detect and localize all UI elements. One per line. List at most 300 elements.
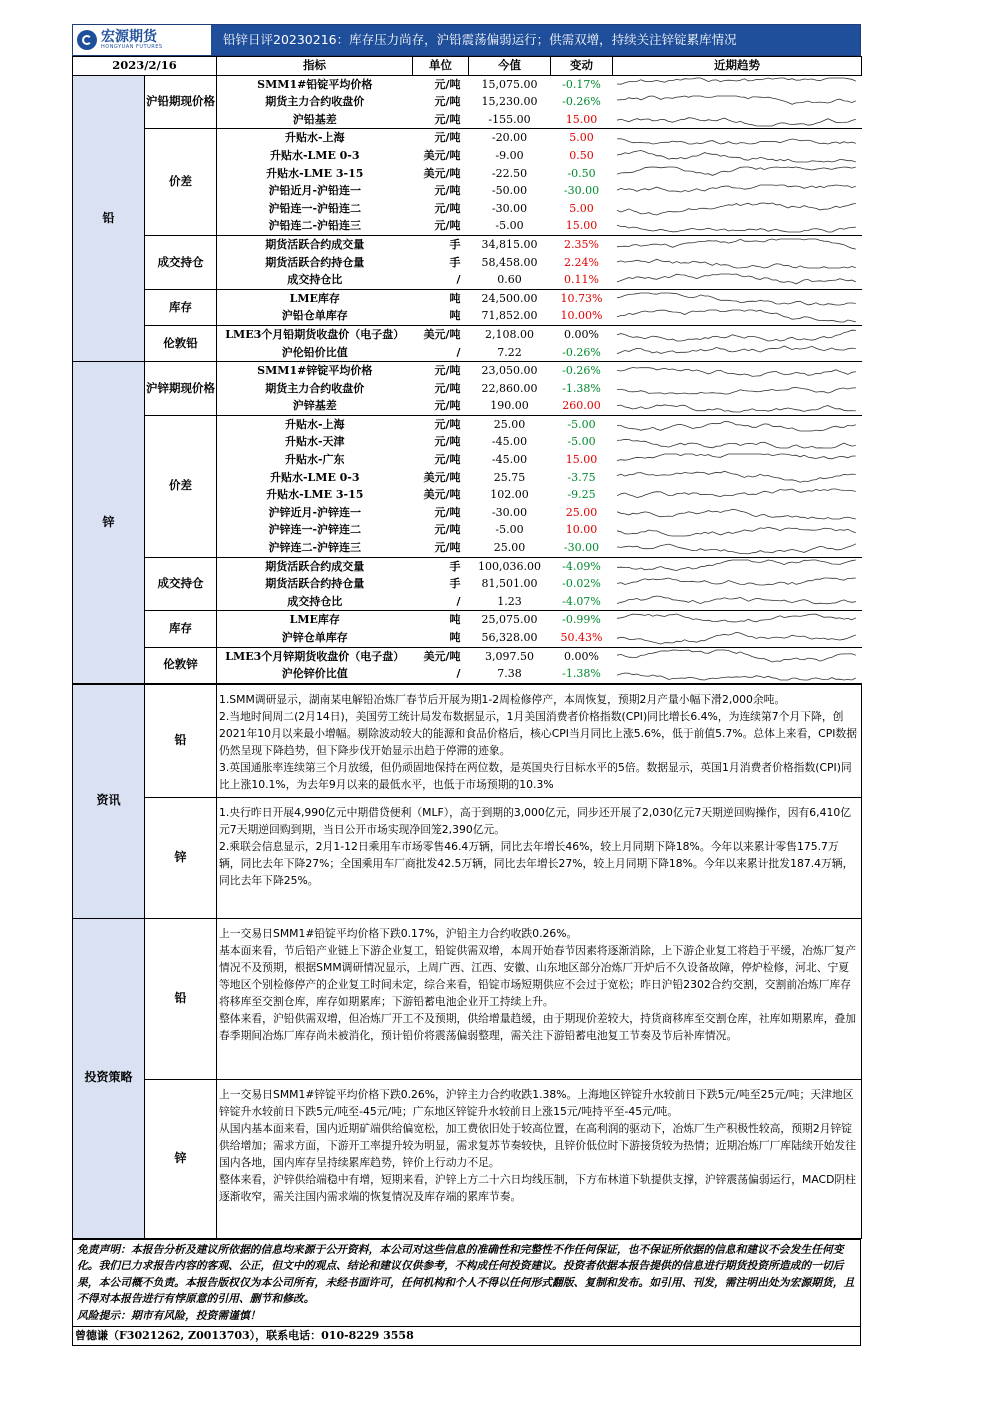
value-cell: 100,036.00	[478, 559, 541, 573]
unit-cell: /	[413, 271, 469, 289]
unit-cell: 元/吨	[434, 417, 461, 431]
change-cell: 0.00%	[564, 649, 599, 663]
commentary-paragraph: 整体来看，沪锌供给端稳中有增，短期来看，沪锌上方二十六日均线压制，下方布林道下轨提供支撑，沪锌震荡偏弱运行，MACD阴柱逐渐收窄，需关注国内需求端的恢复情况及库存端的累库节奏。	[219, 1172, 856, 1203]
value-cell: 23,050.00	[481, 364, 538, 378]
sparkline-line	[617, 274, 856, 284]
sparkline-cell	[613, 665, 862, 683]
indicator-name: 成交持仓比	[217, 271, 413, 289]
value-cell: 22,860.00	[481, 381, 538, 395]
indicator-name: LME3个月铅期货收盘价（电子盘）	[225, 327, 405, 341]
col-header-trend: 近期趋势	[613, 57, 862, 76]
metal-label: 铅	[145, 918, 217, 1079]
sparkline-chart	[613, 291, 860, 307]
sparkline-chart	[613, 130, 860, 146]
sparkline-line	[617, 96, 856, 104]
sparkline-cell	[613, 271, 862, 289]
indicator-group: 沪铅期现价格	[145, 75, 217, 129]
sparkline-chart	[613, 76, 860, 92]
change-cell: -4.07%	[551, 593, 613, 611]
sparkline-line	[617, 330, 856, 341]
sparkline-chart	[613, 612, 860, 628]
change-cell: -30.00	[563, 184, 600, 198]
value-cell: 7.38	[469, 665, 551, 683]
commentary-text	[217, 918, 862, 1079]
unit-cell: 元/吨	[434, 364, 461, 378]
sparkline-line	[617, 78, 856, 84]
unit-cell: 手	[449, 559, 461, 573]
sparkline-chart	[613, 540, 860, 556]
col-header-unit: 单位	[413, 57, 469, 76]
change-cell: 5.00	[569, 201, 594, 215]
news-section-row	[73, 684, 862, 797]
table-row	[73, 415, 862, 433]
unit-cell: 美元/吨	[423, 488, 461, 502]
change-cell: -5.00	[567, 435, 596, 449]
commentary-paragraph: 2.当地时间周二(2月14日)，美国劳工统计局发布数据显示，1月美国消费者价格指数(CPI)同比增长6.4%，为连续第7个月下降，创2021年10月以来最小增幅。剔除波动较大的能源和食品价格后，核心CPI当月同比上涨5.6%，低于前值5.7%。总体上来看，CPI数据仍然呈现下降趋势，但下降步伐开始显示出趋于停滞的迹象。	[219, 709, 857, 757]
unit-cell: 元/吨	[434, 95, 461, 109]
sparkline-line	[617, 293, 856, 305]
metal-label: 铅	[145, 684, 217, 797]
change-cell: 10.00	[565, 523, 598, 537]
unit-cell: 元/吨	[413, 397, 469, 415]
indicator-name: SMM1#铅锭平均价格	[257, 77, 373, 91]
col-header-indicator: 指标	[217, 57, 413, 76]
value-cell: 25.00	[493, 417, 526, 431]
col-header-today: 今值	[469, 57, 551, 76]
indicator-name: LME3个月锌期货收盘价（电子盘）	[225, 649, 405, 663]
sparkline-chart	[613, 505, 860, 521]
unit-cell: 吨	[413, 307, 469, 325]
footer-table	[72, 1239, 861, 1347]
commentary-text	[217, 797, 862, 918]
strategy-section-row	[73, 1079, 862, 1238]
unit-cell: 元/吨	[434, 505, 461, 519]
report-date: 2023/2/16	[73, 57, 217, 76]
table-row	[73, 75, 862, 93]
change-cell: -9.25	[567, 488, 596, 502]
commentary-paragraph: 上一交易日SMM1#铅锭平均价格下跌0.17%，沪铅主力合约收跌0.26%。	[219, 926, 578, 940]
value-cell: 25.75	[493, 470, 526, 484]
value-cell: -5.00	[495, 523, 524, 537]
logo-mark-icon	[77, 30, 97, 50]
sparkline-chart	[613, 327, 860, 343]
indicator-name: 期货活跃合约成交量	[265, 237, 365, 251]
disclaimer-block	[73, 1239, 861, 1327]
indicator-name: 沪伦铅价比值	[217, 344, 413, 362]
indicator-group: 伦敦锌	[145, 647, 217, 683]
commentary-paragraph: 1.SMM调研显示，湖南某电解铅冶炼厂春节后开展为期1-2周检修停产，本周恢复，预期2月产量小幅下滑2,000余吨。	[219, 692, 786, 706]
sparkline-cell	[613, 344, 862, 362]
value-cell: 25,075.00	[481, 613, 538, 627]
table-row	[73, 325, 862, 343]
unit-cell: 吨	[413, 629, 469, 647]
sparkline-line	[617, 454, 856, 461]
sparkline-cell	[613, 397, 862, 415]
change-cell: -0.26%	[551, 344, 613, 362]
market-data-table	[72, 56, 862, 684]
sparkline-line	[617, 139, 856, 144]
sparkline-line	[617, 578, 856, 585]
unit-cell: 元/吨	[434, 381, 461, 395]
sparkline-line	[617, 421, 856, 431]
unit-cell: 美元/吨	[423, 649, 461, 663]
sparkline-cell	[613, 504, 862, 522]
sparkline-line	[617, 117, 856, 125]
sparkline-cell	[613, 486, 862, 504]
value-cell: -22.50	[491, 166, 528, 180]
sparkline-line	[617, 560, 856, 571]
indicator-name: 沪铅连二-沪铅连三	[217, 217, 413, 235]
sparkline-line	[617, 167, 856, 175]
sparkline-cell	[613, 611, 862, 629]
sparkline-line	[617, 440, 856, 449]
value-cell: 24,500.00	[481, 291, 538, 305]
metal-label: 锌	[145, 797, 217, 918]
unit-cell: 元/吨	[434, 523, 461, 537]
indicator-name: 沪铅连一-沪铅连二	[268, 201, 362, 215]
value-cell: -30.00	[491, 505, 528, 519]
value-cell: 34,815.00	[481, 237, 538, 251]
sparkline-line	[617, 632, 856, 644]
sparkline-line	[617, 472, 856, 483]
sparkline-chart	[613, 522, 860, 538]
sparkline-chart	[613, 380, 860, 396]
value-cell: -30.00	[491, 201, 528, 215]
value-cell: 190.00	[469, 397, 551, 415]
value-cell: 3,097.50	[485, 649, 534, 663]
change-cell: -0.02%	[562, 577, 601, 591]
unit-cell: 元/吨	[413, 217, 469, 235]
table-row	[73, 647, 862, 665]
sparkline-line	[617, 405, 856, 412]
unit-cell: 美元/吨	[423, 148, 461, 162]
change-cell: 15.00	[551, 217, 613, 235]
commentary-paragraph: 基本面来看，节后铅产业链上下游企业复工，铅锭供需双增，本周开始春节因素将逐渐消除，上下游企业复工将趋于平缓，冶炼厂复产情况不及预期，根据SMM调研情况显示，上周广西、江西、安徽、山东地区部分冶炼厂开炉后不久设备故障，停炉检修，河北、宁夏等地区个别检修停产的企业复工时间未定，综合来看，铅锭市场短期供应不会过于宽松；昨日沪铅2302合约交割，交割前冶炼厂库存将移库至交割仓库，库存如期累库；下游铅蓄电池企业开工持续上升。	[219, 943, 857, 1008]
sparkline-cell	[613, 93, 862, 111]
indicator-name: 期货活跃合约持仓量	[265, 577, 365, 591]
indicator-name: 升贴水-LME 0-3	[269, 470, 360, 484]
indicator-name: 升贴水-广东	[284, 453, 345, 467]
indicator-name: SMM1#锌锭平均价格	[257, 364, 373, 378]
indicator-name: 升贴水-LME 0-3	[269, 148, 360, 162]
value-cell: 15,230.00	[481, 95, 538, 109]
indicator-name: 期货活跃合约成交量	[265, 559, 365, 573]
value-cell: 1.23	[469, 593, 551, 611]
table-row	[73, 129, 862, 147]
value-cell: -9.00	[495, 148, 524, 162]
indicator-group: 价差	[145, 129, 217, 236]
sparkline-cell	[613, 325, 862, 343]
indicator-name: 沪伦锌价比值	[217, 665, 413, 683]
value-cell: -45.00	[491, 435, 528, 449]
table-row	[73, 362, 862, 380]
sparkline-cell	[613, 451, 862, 469]
indicator-name: LME库存	[289, 613, 340, 627]
commentary-paragraph: 从国内基本面来看，国内近期矿端供给偏宽松，加工费依旧处于较高位置，在高利润的驱动下，冶炼厂生产积极性较高，预期2月锌锭供给增加；需求方面，下游开工率提升较为明显，需求复苏节奏较快，且锌价低位时下游接货较为热情；近期冶炼厂厂库陆续开始发往国内各地，国内库存呈持续累库趋势，锌价上行动力不足。	[219, 1121, 857, 1169]
indicator-group: 沪锌期现价格	[145, 362, 217, 416]
change-cell: 2.35%	[564, 237, 599, 251]
value-cell: 56,328.00	[469, 629, 551, 647]
sparkline-line	[617, 239, 856, 249]
sparkline-line	[617, 203, 856, 215]
unit-cell: 美元/吨	[423, 327, 461, 341]
sparkline-chart	[613, 576, 860, 592]
change-cell: 25.00	[565, 505, 598, 519]
strategy-section-label: 投资策略	[73, 918, 145, 1238]
unit-cell: /	[413, 665, 469, 683]
sparkline-line	[617, 225, 856, 232]
sparkline-cell	[613, 75, 862, 93]
commentary-text	[217, 1079, 862, 1238]
indicator-group: 成交持仓	[145, 235, 217, 289]
commentary-text	[217, 684, 862, 797]
sparkline-chart	[613, 363, 860, 379]
unit-cell: 元/吨	[434, 435, 461, 449]
col-header-change: 变动	[551, 57, 613, 76]
sparkline-line	[617, 650, 856, 662]
sparkline-line	[617, 509, 856, 519]
change-cell: -1.38%	[551, 665, 613, 683]
sparkline-line	[617, 388, 856, 395]
sparkline-line	[617, 346, 856, 354]
unit-cell: 元/吨	[413, 111, 469, 129]
change-cell: 2.24%	[564, 255, 599, 269]
value-cell: -45.00	[491, 453, 528, 467]
strategy-section-row	[73, 918, 862, 1079]
sparkline-line	[617, 673, 856, 680]
sparkline-cell	[613, 415, 862, 433]
risk-notice: 风险提示：期市有风险，投资需谨慎！	[77, 1308, 261, 1322]
sparkline-chart	[613, 452, 860, 468]
change-cell: -1.38%	[562, 381, 601, 395]
indicator-group: 价差	[145, 415, 217, 557]
sparkline-cell	[613, 235, 862, 253]
table-row	[73, 235, 862, 253]
unit-cell: 吨	[449, 613, 461, 627]
value-cell: -20.00	[491, 131, 528, 145]
unit-cell: 吨	[449, 291, 461, 305]
sparkline-line	[617, 367, 856, 376]
indicator-name: 沪锌近月-沪锌连一	[268, 505, 362, 519]
change-cell: -0.50	[567, 166, 596, 180]
sparkline-line	[617, 185, 856, 192]
indicator-name: 沪锌仓单库存	[217, 629, 413, 647]
sparkline-cell	[613, 629, 862, 647]
sparkline-chart	[613, 487, 860, 503]
unit-cell: 元/吨	[434, 453, 461, 467]
table-row	[73, 289, 862, 307]
logo-english: HONGYUAN FUTURES	[101, 44, 163, 50]
unit-cell: 美元/吨	[423, 166, 461, 180]
unit-cell: /	[413, 344, 469, 362]
sparkline-chart	[613, 308, 860, 324]
value-cell: 0.60	[469, 271, 551, 289]
sparkline-line	[617, 596, 856, 604]
sparkline-line	[617, 528, 856, 537]
sparkline-chart	[613, 165, 860, 181]
indicator-name: 升贴水-上海	[284, 417, 345, 431]
unit-cell: 美元/吨	[423, 470, 461, 484]
sparkline-chart	[613, 201, 860, 217]
indicator-name: 期货主力合约收盘价	[265, 381, 365, 395]
metal-label: 锌	[145, 1079, 217, 1238]
value-cell: -155.00	[469, 111, 551, 129]
change-cell: 0.00%	[564, 327, 599, 341]
change-cell: 10.73%	[560, 291, 603, 305]
sparkline-chart	[613, 272, 860, 288]
report-title: 铅锌日评20230216：库存压力尚存，沪铅震荡偏弱运行；供需双增，持续关注锌锭累库情况	[223, 32, 737, 47]
sparkline-chart	[613, 148, 860, 164]
news-section-label: 资讯	[73, 684, 145, 918]
sparkline-chart	[613, 630, 860, 646]
indicator-name: 沪锌连一-沪锌连二	[268, 523, 362, 537]
value-cell: 25.00	[469, 539, 551, 557]
sparkline-chart	[613, 417, 860, 433]
sparkline-line	[617, 544, 856, 554]
sparkline-cell	[613, 289, 862, 307]
value-cell: 15,075.00	[481, 77, 538, 91]
value-cell: 7.22	[469, 344, 551, 362]
value-cell: -5.00	[469, 217, 551, 235]
change-cell: -0.99%	[562, 613, 601, 627]
sparkline-cell	[613, 200, 862, 218]
sparkline-cell	[613, 362, 862, 380]
metal-category: 锌	[73, 362, 145, 684]
news-section-row	[73, 797, 862, 918]
unit-cell: /	[413, 593, 469, 611]
change-cell: 15.00	[551, 111, 613, 129]
sparkline-chart	[613, 183, 860, 199]
indicator-name: 沪铅基差	[217, 111, 413, 129]
report-header	[72, 24, 861, 56]
value-cell: 58,458.00	[481, 255, 538, 269]
sparkline-cell	[613, 380, 862, 398]
unit-cell: 手	[449, 237, 461, 251]
change-cell: 10.00%	[551, 307, 613, 325]
sparkline-chart	[613, 594, 860, 610]
change-cell: -4.09%	[562, 559, 601, 573]
unit-cell: 元/吨	[434, 131, 461, 145]
commentary-paragraph: 2.乘联会信息显示，2月1-12日乘用车市场零售46.4万辆，同比去年增长46%，较上月同期下降18%。今年以来累计零售175.7万辆，同比去年下降27%；全国乘用车厂商批发42.5万辆，同比去年增长27%，较上月同期下降18%。今年以来累计批发187.4万辆，同比去年下降25%。	[219, 839, 854, 887]
indicator-name: 升贴水-LME 3-15	[266, 488, 364, 502]
metal-category: 铅	[73, 75, 145, 362]
unit-cell: 元/吨	[413, 539, 469, 557]
sparkline-chart	[613, 94, 860, 110]
indicator-name: 升贴水-LME 3-15	[266, 166, 364, 180]
indicator-name: 沪锌基差	[217, 397, 413, 415]
unit-cell: 手	[449, 577, 461, 591]
sparkline-cell	[613, 217, 862, 235]
sparkline-cell	[613, 575, 862, 593]
logo-name: 宏源期货	[101, 29, 157, 45]
commentary-paragraph: 1.央行昨日开展4,990亿元中期借贷便利（MLF），高于到期的3,000亿元，同步还开展了2,030亿元7天期逆回购操作，因有6,410亿元7天期逆回购到期，当日公开市场实现净回笼2,390亿元。	[219, 805, 852, 836]
sparkline-chart	[613, 112, 860, 128]
indicator-name: 期货活跃合约持仓量	[265, 255, 365, 269]
sparkline-cell	[613, 557, 862, 575]
value-cell: 81,501.00	[481, 577, 538, 591]
change-cell: -0.26%	[562, 95, 601, 109]
indicator-group: 库存	[145, 611, 217, 647]
unit-cell: 手	[449, 255, 461, 269]
sparkline-cell	[613, 307, 862, 325]
commentary-table	[72, 684, 862, 1239]
sparkline-cell	[613, 254, 862, 272]
change-cell: 50.43%	[551, 629, 613, 647]
table-row	[73, 611, 862, 629]
sparkline-chart	[613, 218, 860, 234]
unit-cell: 元/吨	[434, 77, 461, 91]
sparkline-cell	[613, 147, 862, 165]
sparkline-chart	[613, 666, 860, 682]
unit-cell: 元/吨	[434, 201, 461, 215]
indicator-group: 库存	[145, 289, 217, 325]
indicator-group: 伦敦铅	[145, 325, 217, 361]
change-cell: -3.75	[567, 470, 596, 484]
indicator-name: LME库存	[289, 291, 340, 305]
value-cell: -50.00	[491, 184, 528, 198]
sparkline-line	[617, 150, 856, 162]
commentary-paragraph: 整体来看，沪铅供需双增，但冶炼厂开工不及预期，供给增量趋缓，由于期现价差较大，持货商移库至交割仓库，社库如期累库，叠加春季期间冶炼厂库存尚未被消化，预计铅价将震荡偏弱整理，需关注下游铅蓄电池复工节奏及节后补库情况。	[219, 1011, 857, 1042]
sparkline-line	[617, 614, 856, 622]
sparkline-chart	[613, 469, 860, 485]
commentary-paragraph: 上一交易日SMM1#锌锭平均价格下跌0.26%，沪锌主力合约收跌1.38%。上海地区锌锭升水较前日下跌5元/吨至25元/吨；天津地区锌锭升水较前日下跌5元/吨至-45元/吨；广东地区锌锭升水较前日上涨15元/吨持平至-45元/吨。	[219, 1087, 854, 1118]
indicator-name: 沪铅近月-沪铅连一	[268, 184, 362, 198]
sparkline-chart	[613, 648, 860, 664]
sparkline-chart	[613, 254, 860, 270]
sparkline-chart	[613, 398, 860, 414]
sparkline-chart	[613, 434, 860, 450]
change-cell: 5.00	[569, 131, 594, 145]
change-cell: 0.11%	[551, 271, 613, 289]
analyst-contact: 曾德谦（F3021262, Z0013703），联系电话：010-8229 3558	[73, 1327, 861, 1346]
commentary-paragraph: 3.英国通胀率连续第三个月放缓，但仍顽固地保持在两位数，是英国央行目标水平的5倍。数据显示，英国1月消费者价格指数(CPI)同比上涨10.1%，为去年9月以来的最低水平，也低于市场预期的10.3%	[219, 760, 852, 791]
commentary-body	[73, 684, 862, 1238]
sparkline-line	[617, 260, 856, 269]
value-cell: 102.00	[490, 488, 529, 502]
report-frame	[72, 24, 861, 1346]
indicator-name: 升贴水-上海	[284, 131, 345, 145]
change-cell: -0.26%	[562, 364, 601, 378]
table-header-row	[73, 57, 862, 76]
sparkline-cell	[613, 647, 862, 665]
indicator-name: 成交持仓比	[217, 593, 413, 611]
indicator-name: 沪铅仓单库存	[217, 307, 413, 325]
change-cell: 260.00	[551, 397, 613, 415]
indicator-group: 成交持仓	[145, 557, 217, 611]
sparkline-cell	[613, 469, 862, 487]
value-cell: 71,852.00	[469, 307, 551, 325]
sparkline-line	[617, 310, 856, 322]
sparkline-cell	[613, 182, 862, 200]
sparkline-cell	[613, 165, 862, 183]
indicator-name: 沪锌连二-沪锌连三	[217, 539, 413, 557]
sparkline-chart	[613, 237, 860, 253]
sparkline-cell	[613, 433, 862, 451]
sparkline-cell	[613, 129, 862, 147]
value-cell: 2,108.00	[485, 327, 534, 341]
change-cell: 15.00	[565, 453, 598, 467]
disclaimer-text: 免责声明：本报告分析及建议所依据的信息均来源于公开资料，本公司对这些信息的准确性和完整性不作任何保证，也不保证所依据的信息和建议不会发生任何变化。我们已力求报告内容的客观、公正，但文中的观点、结论和建议仅供参考，不构成任何投资建议。投资者依据本报告提供的信息进行期货投资所造成的一切后果，本公司概不负责。本报告版权仅为本公司所有，未经书面许可，任何机构和个人不得以任何形式翻版、复制和发布。如引用、刊发，需注明出处为宏源期货，且不得对本报告进行有悖原意的引用、删节和修改。	[77, 1242, 855, 1306]
sparkline-cell	[613, 539, 862, 557]
table-body	[73, 75, 862, 683]
sparkline-cell	[613, 111, 862, 129]
sparkline-chart	[613, 344, 860, 360]
table-row	[73, 557, 862, 575]
sparkline-cell	[613, 521, 862, 539]
sparkline-cell	[613, 593, 862, 611]
change-cell: -5.00	[567, 417, 596, 431]
unit-cell: 元/吨	[434, 184, 461, 198]
